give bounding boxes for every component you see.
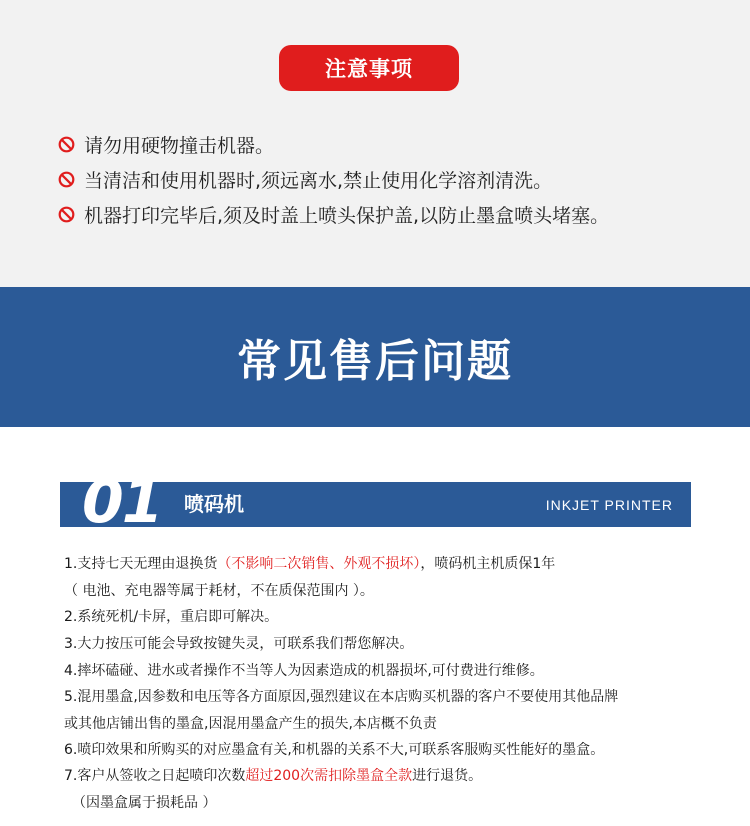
notice-item — [58, 166, 552, 193]
faq-line: （ 电池、充电器等属于耗材，不在质保范围内 ）。 — [64, 583, 374, 599]
section-english-title: INKJET PRINTER — [545, 497, 673, 513]
faq-highlight: 超过200次需扣除墨盒全款 — [245, 768, 413, 784]
faq-line: 2.系统死机/卡屏，重启即可解决。 — [64, 609, 279, 625]
faq-line: 5.混用墨盒,因参数和电压等各方面原因,强烈建议在本店购买机器的客户不要使用其他品牌 — [64, 689, 619, 705]
faq-line: （因墨盒属于损耗品 ） — [72, 795, 217, 811]
notice-item — [58, 201, 609, 228]
section-title: 喷码机 — [184, 492, 244, 516]
faq-highlight: （不影响二次销售、外观不损坏） — [217, 556, 421, 572]
faq-text: ，喷码机主机质保1年 — [420, 556, 556, 572]
faq-line — [64, 553, 555, 573]
section-header-bar — [60, 467, 691, 537]
prohibited-icon — [58, 206, 75, 223]
notice-item-text: 当清洁和使用机器时,须远离水,禁止使用化学溶剂清洗。 — [84, 170, 553, 192]
notice-item-text: 请勿用硬物撞击机器。 — [84, 135, 275, 157]
faq-text: 1.支持七天无理由退换货 — [64, 556, 218, 572]
notice-title: 注意事项 — [279, 45, 459, 91]
faq-line: 6.喷印效果和所购买的对应墨盒有关,和机器的关系不大,可联系客服购买性能好的墨盒。 — [64, 742, 605, 758]
notice-item — [58, 131, 274, 158]
prohibited-icon — [58, 171, 75, 188]
faq-line: 4.摔坏磕碰、进水或者操作不当等人为因素造成的机器损坏,可付费进行维修。 — [64, 663, 544, 679]
prohibited-icon — [58, 136, 75, 153]
faq-line: 3.大力按压可能会导致按键失灵，可联系我们帮您解决。 — [64, 636, 414, 652]
faq-line: 或其他店铺出售的墨盒,因混用墨盒产生的损失,本店概不负责 — [64, 716, 437, 732]
notice-section — [0, 0, 750, 287]
faq-text: 7.客户从签收之日起喷印次数 — [64, 768, 246, 784]
faq-banner: 常见售后问题 — [0, 287, 750, 427]
faq-line — [64, 765, 482, 785]
notice-item-text: 机器打印完毕后,须及时盖上喷头保护盖,以防止墨盒喷头堵塞。 — [84, 205, 610, 227]
faq-text: 进行退货。 — [412, 768, 483, 784]
section-number: 01 — [82, 467, 162, 537]
